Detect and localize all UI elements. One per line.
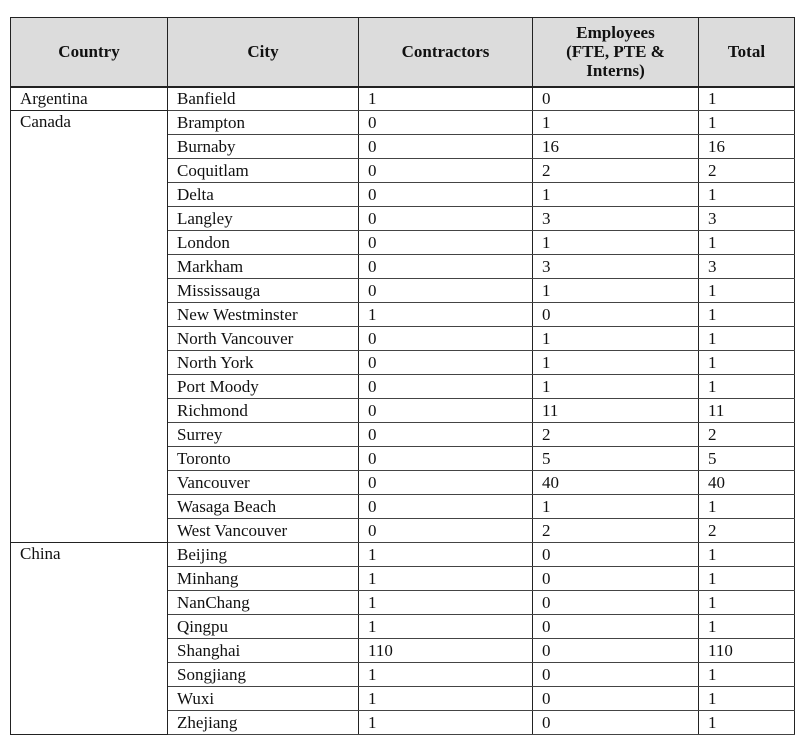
header-employees-line-2: (FTE, PTE & [566,42,665,62]
employees-cell: 0 [533,711,699,735]
employees-cell: 0 [533,543,699,567]
header-employees [533,18,699,87]
employees-cell: 0 [533,591,699,615]
contractors-cell: 1 [359,591,533,615]
city-cell: North York [168,351,359,375]
header-employees-line-3: Interns) [586,61,645,81]
contractors-cell: 0 [359,183,533,207]
country-cell: Canada [11,111,168,543]
total-cell: 5 [699,447,795,471]
table-row [11,543,795,567]
header-city: City [168,18,359,87]
employees-cell: 2 [533,519,699,543]
total-cell: 1 [699,87,795,111]
total-cell: 1 [699,279,795,303]
employees-cell: 0 [533,567,699,591]
city-cell: Vancouver [168,471,359,495]
contractors-cell: 1 [359,303,533,327]
city-cell: West Vancouver [168,519,359,543]
table-row [11,87,795,111]
employees-cell: 16 [533,135,699,159]
total-cell: 40 [699,471,795,495]
total-cell: 3 [699,207,795,231]
total-cell: 1 [699,231,795,255]
city-cell: Mississauga [168,279,359,303]
employees-cell: 0 [533,639,699,663]
city-cell: Qingpu [168,615,359,639]
contractors-cell: 1 [359,543,533,567]
employees-cell: 11 [533,399,699,423]
table-header [11,18,795,87]
total-cell: 1 [699,303,795,327]
total-cell: 2 [699,423,795,447]
city-cell: Surrey [168,423,359,447]
total-cell: 1 [699,615,795,639]
city-cell: London [168,231,359,255]
employees-cell: 3 [533,207,699,231]
city-cell: North Vancouver [168,327,359,351]
contractors-cell: 0 [359,399,533,423]
city-cell: Langley [168,207,359,231]
contractors-cell: 0 [359,135,533,159]
employees-cell: 1 [533,495,699,519]
total-cell: 3 [699,255,795,279]
total-cell: 1 [699,327,795,351]
city-cell: Richmond [168,399,359,423]
city-cell: Minhang [168,567,359,591]
employees-cell: 1 [533,279,699,303]
contractors-cell: 0 [359,471,533,495]
contractors-cell: 0 [359,111,533,135]
city-cell: Beijing [168,543,359,567]
employees-cell: 0 [533,615,699,639]
contractors-cell: 110 [359,639,533,663]
total-cell: 1 [699,183,795,207]
contractors-cell: 0 [359,327,533,351]
employees-cell: 40 [533,471,699,495]
contractors-cell: 0 [359,351,533,375]
city-cell: Markham [168,255,359,279]
city-cell: Burnaby [168,135,359,159]
table-body [11,87,795,735]
contractors-cell: 1 [359,87,533,111]
contractors-cell: 1 [359,711,533,735]
city-cell: NanChang [168,591,359,615]
country-cell: China [11,543,168,735]
total-cell: 1 [699,375,795,399]
contractors-cell: 0 [359,159,533,183]
employees-cell: 1 [533,111,699,135]
employees-cell: 1 [533,327,699,351]
city-cell: Songjiang [168,663,359,687]
contractors-cell: 0 [359,231,533,255]
total-cell: 1 [699,687,795,711]
total-cell: 1 [699,711,795,735]
city-cell: Brampton [168,111,359,135]
contractors-cell: 0 [359,375,533,399]
employees-cell: 0 [533,687,699,711]
employees-cell: 1 [533,375,699,399]
header-country: Country [11,18,168,87]
total-cell: 16 [699,135,795,159]
headcount-table [10,17,795,735]
total-cell: 1 [699,663,795,687]
employees-cell: 1 [533,183,699,207]
contractors-cell: 0 [359,495,533,519]
header-contractors: Contractors [359,18,533,87]
total-cell: 110 [699,639,795,663]
contractors-cell: 0 [359,207,533,231]
city-cell: Toronto [168,447,359,471]
total-cell: 1 [699,567,795,591]
table-row [11,111,795,135]
total-cell: 11 [699,399,795,423]
employees-cell: 0 [533,87,699,111]
contractors-cell: 0 [359,255,533,279]
contractors-cell: 1 [359,567,533,591]
header-row [11,18,795,87]
total-cell: 2 [699,519,795,543]
city-cell: Port Moody [168,375,359,399]
city-cell: Wasaga Beach [168,495,359,519]
employees-cell: 3 [533,255,699,279]
contractors-cell: 0 [359,279,533,303]
contractors-cell: 1 [359,615,533,639]
employees-cell: 5 [533,447,699,471]
contractors-cell: 1 [359,687,533,711]
country-cell: Argentina [11,87,168,111]
contractors-cell: 0 [359,519,533,543]
city-cell: New Westminster [168,303,359,327]
city-cell: Coquitlam [168,159,359,183]
contractors-cell: 0 [359,447,533,471]
total-cell: 1 [699,543,795,567]
total-cell: 2 [699,159,795,183]
city-cell: Shanghai [168,639,359,663]
header-employees-line-1: Employees [576,23,655,43]
employees-cell: 1 [533,351,699,375]
contractors-cell: 1 [359,663,533,687]
employees-cell: 2 [533,423,699,447]
total-cell: 1 [699,591,795,615]
header-total: Total [699,18,795,87]
employees-cell: 0 [533,663,699,687]
employees-cell: 1 [533,231,699,255]
city-cell: Delta [168,183,359,207]
total-cell: 1 [699,351,795,375]
employees-cell: 0 [533,303,699,327]
city-cell: Banfield [168,87,359,111]
employees-cell: 2 [533,159,699,183]
total-cell: 1 [699,495,795,519]
city-cell: Zhejiang [168,711,359,735]
city-cell: Wuxi [168,687,359,711]
contractors-cell: 0 [359,423,533,447]
total-cell: 1 [699,111,795,135]
